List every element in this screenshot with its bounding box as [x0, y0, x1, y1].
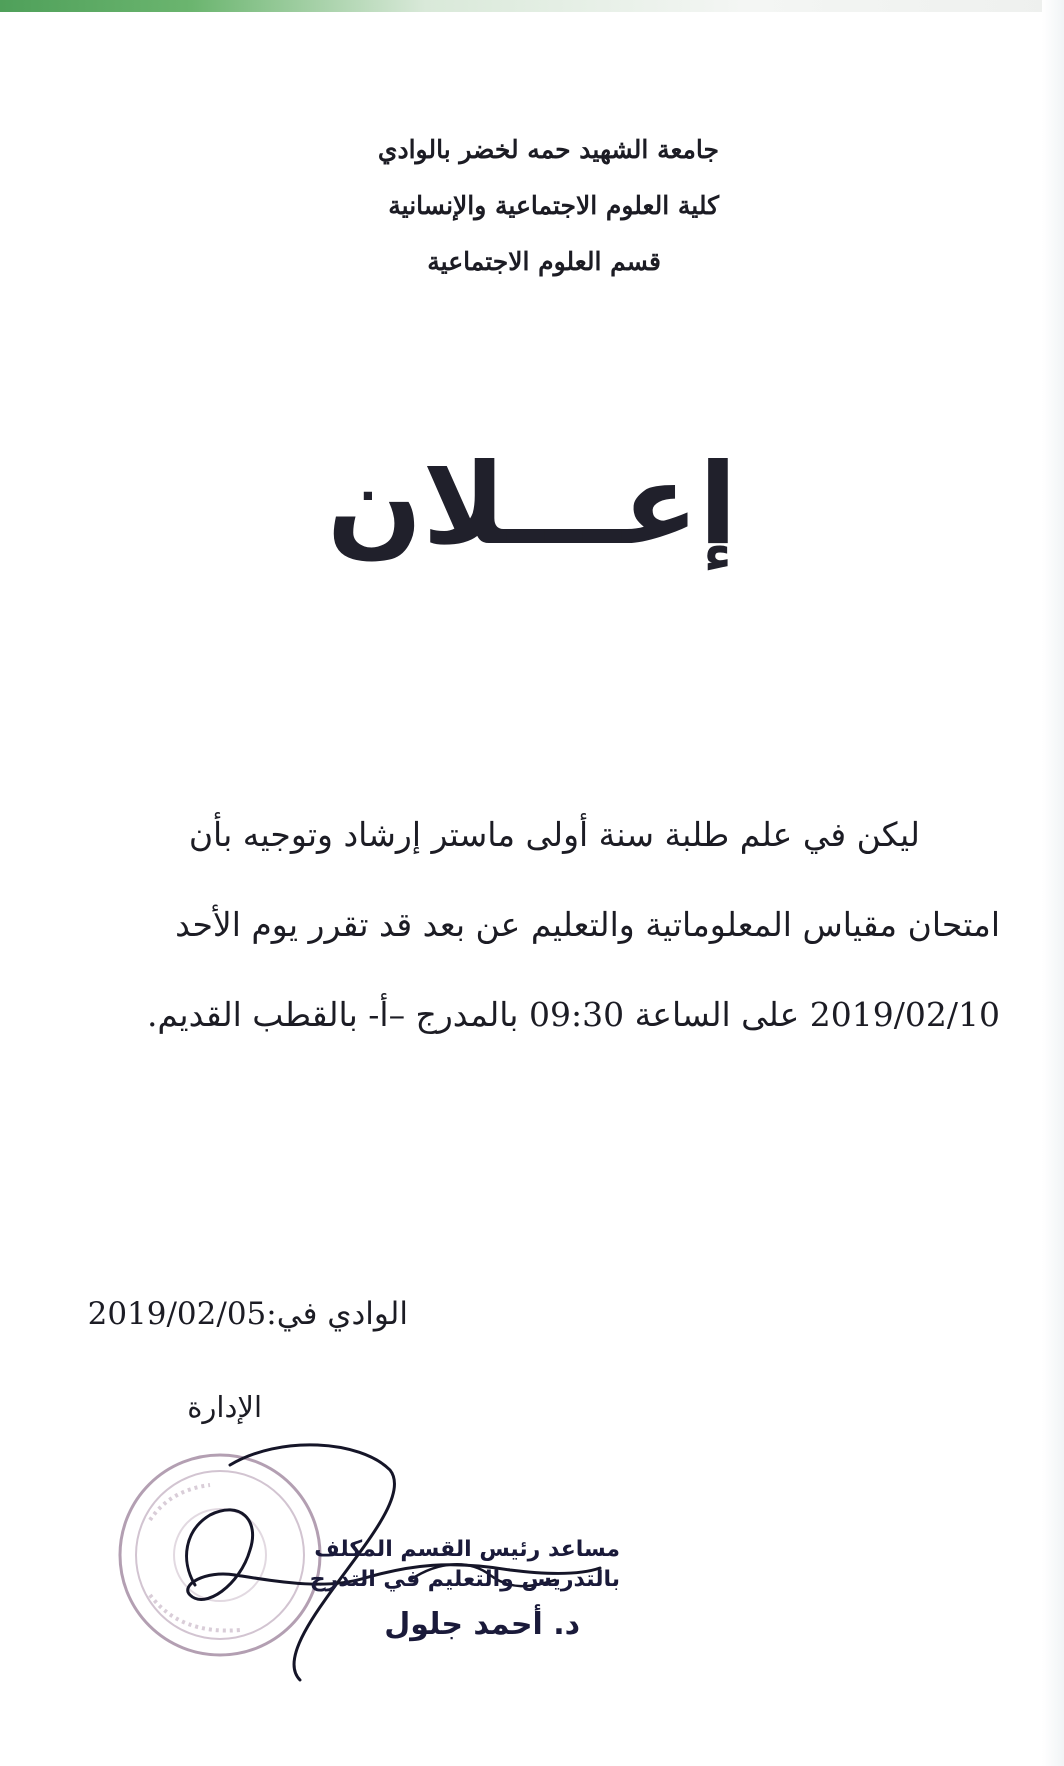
announcement-title: إعـــلان — [326, 440, 738, 570]
faculty-name: كلية العلوم الاجتماعية والإنسانية — [388, 191, 719, 220]
body-line-1: ليكن في علم طلبة سنة أولى ماستر إرشاد وتوجيه بأن — [188, 815, 920, 854]
signatory-role-line-1: مساعد رئيس القسم المكلف — [314, 1537, 620, 1562]
announcement-body — [60, 790, 1000, 1060]
signatory-block — [300, 1535, 620, 1655]
signatory-name: د. أحمد جلول — [384, 1607, 580, 1642]
university-name: جامعة الشهيد حمه لخضر بالوادي — [377, 135, 719, 164]
signatory-role-line-2: بالتدريس والتعليم في التدرج — [309, 1567, 620, 1592]
official-stamp — [120, 1455, 320, 1655]
body-line-2: امتحان مقياس المعلوماتية والتعليم عن بعد قد تقرر يوم الأحد — [175, 905, 1000, 944]
body-line-3: 2019/02/10 على الساعة 09:30 بالمدرج –أ- بالقطب القديم. — [146, 995, 1000, 1034]
page-edge-shadow — [1042, 0, 1064, 1766]
place-and-date: الوادي في:2019/02/05 — [87, 1296, 408, 1332]
department-name: قسم العلوم الاجتماعية — [427, 247, 661, 276]
top-green-strip — [0, 0, 1064, 12]
letterhead — [299, 122, 719, 290]
administration-label: الإدارة — [187, 1390, 262, 1424]
